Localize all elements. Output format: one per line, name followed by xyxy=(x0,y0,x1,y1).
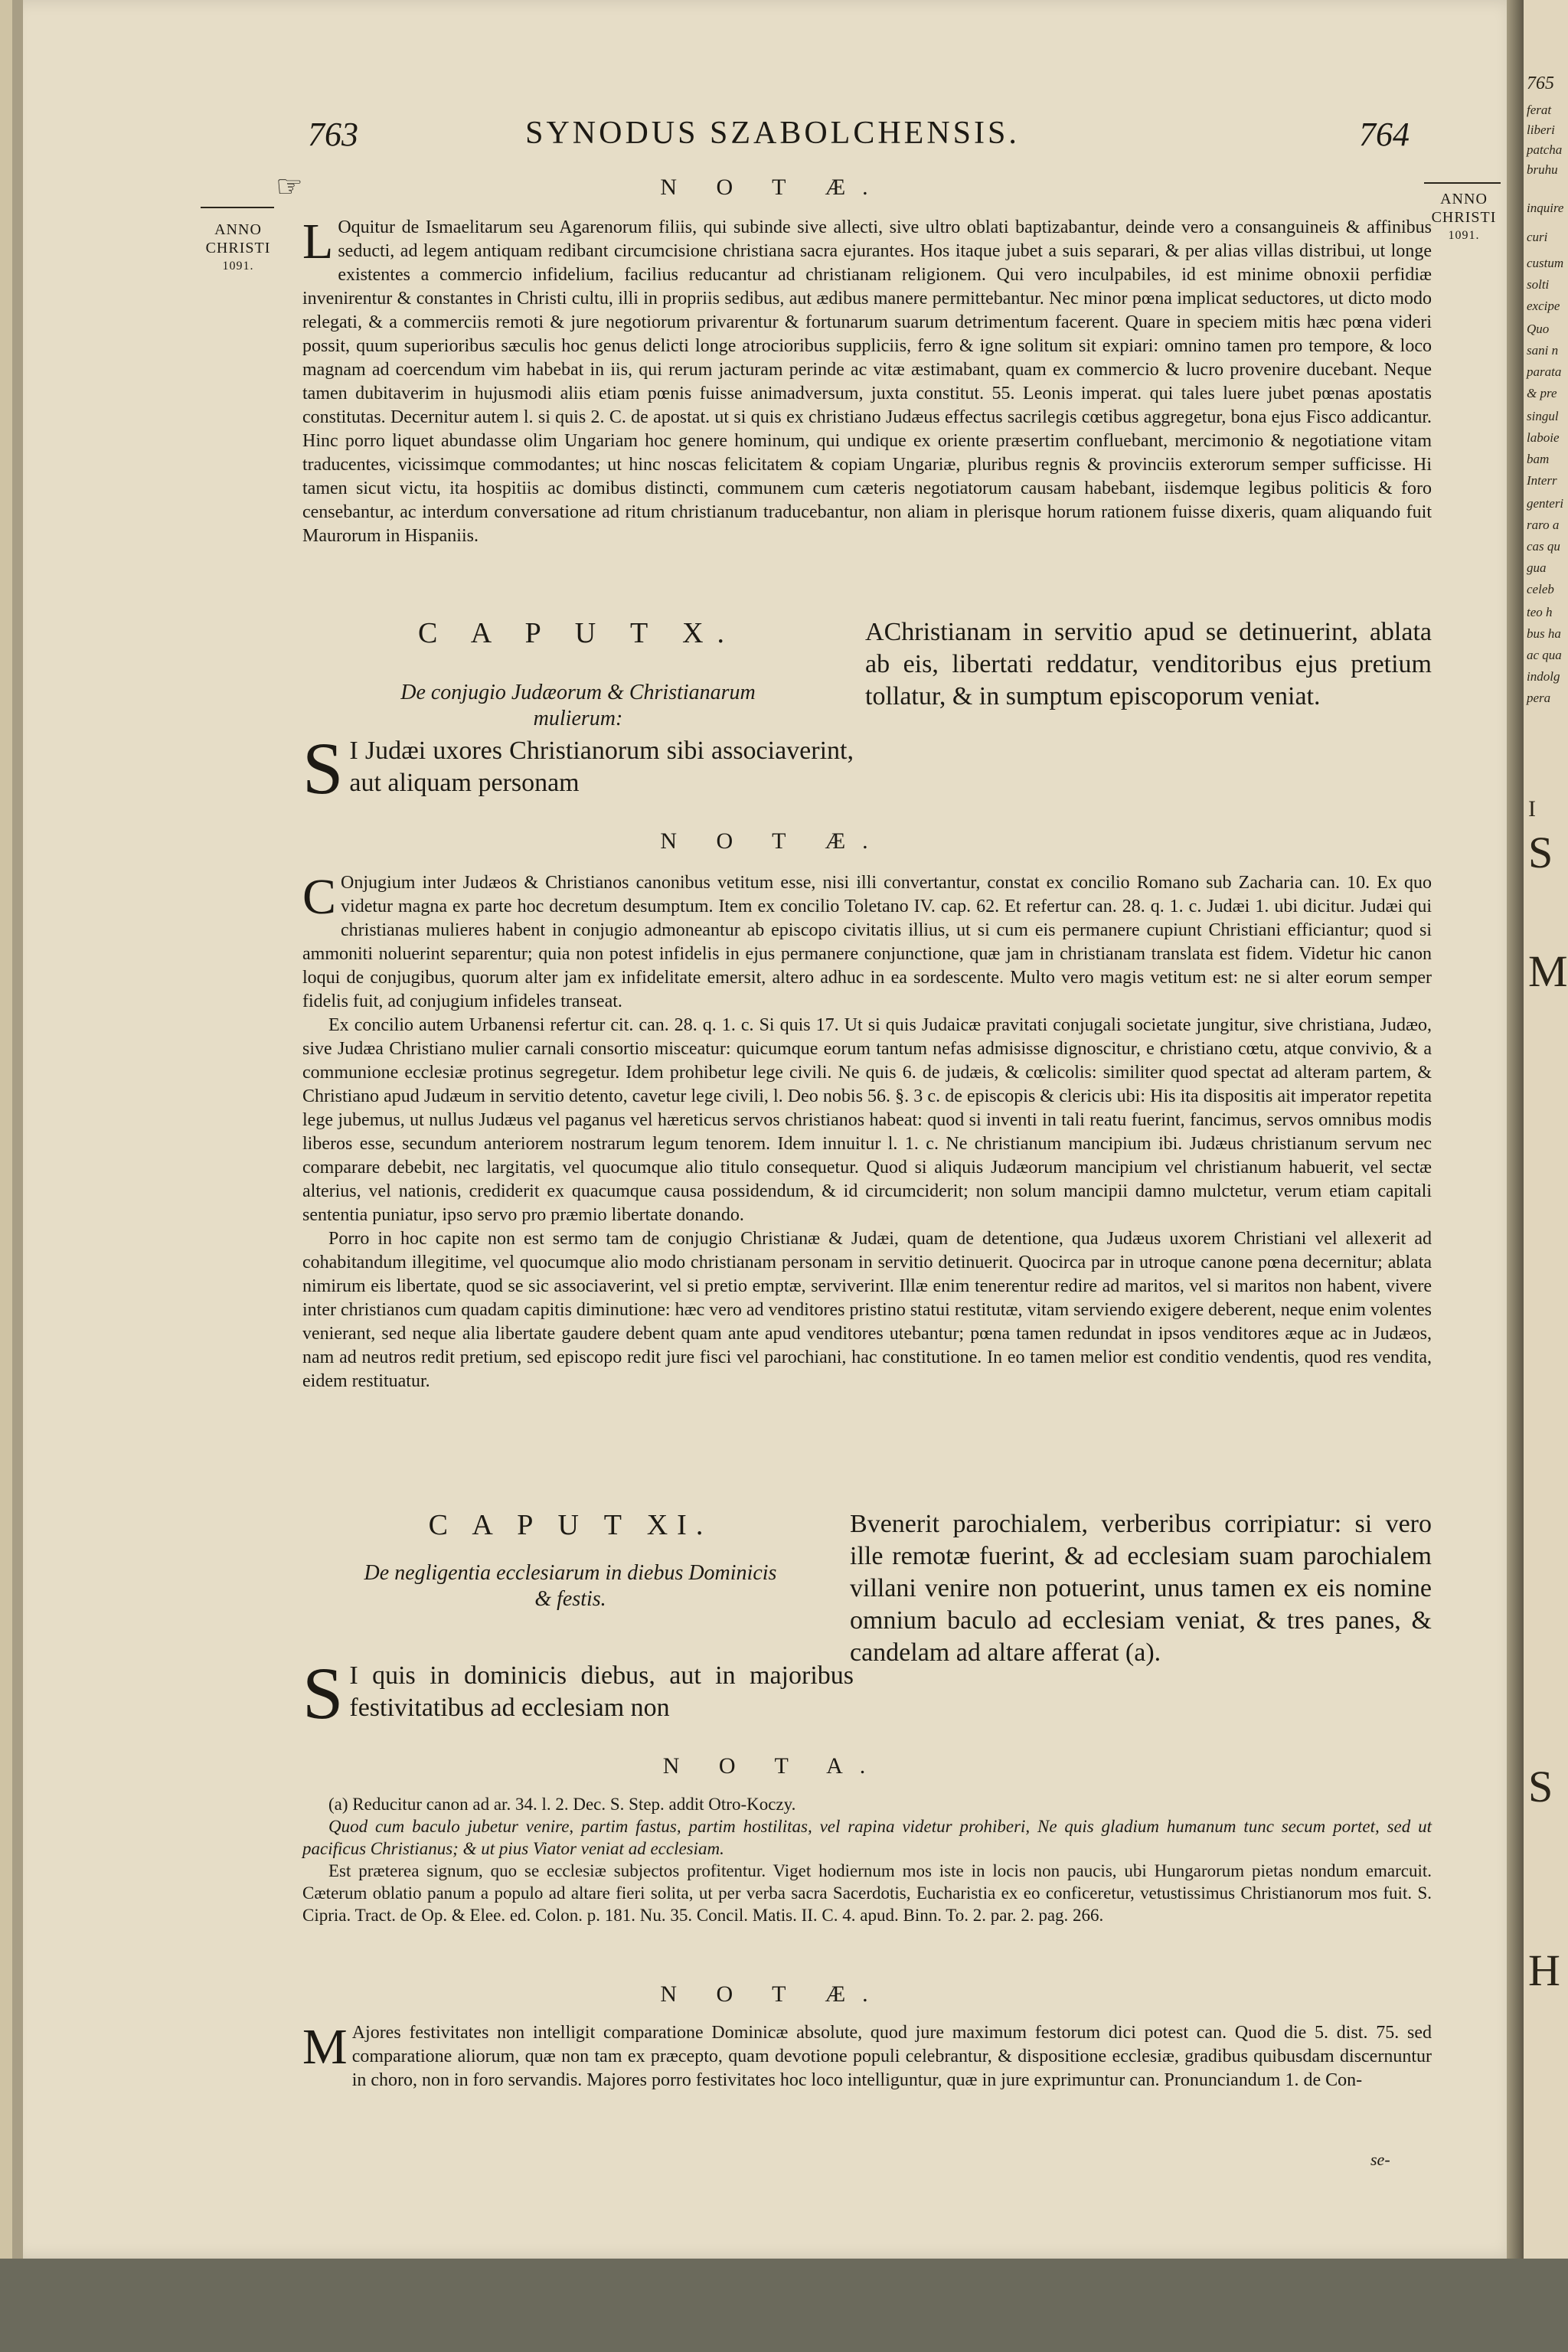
caput-text-right xyxy=(850,1508,1432,1669)
right-page-line: sani n xyxy=(1527,343,1559,358)
nota-text: (a) Reducitur canon ad ar. 34. l. 2. Dec. S. Step. addit Otro-Koczy. xyxy=(328,1795,796,1814)
right-page-line: Interr xyxy=(1527,473,1557,488)
drop-cap: S xyxy=(302,727,344,809)
caput-text-left xyxy=(302,727,854,809)
drop-cap: C xyxy=(302,869,337,925)
right-page-initial: I xyxy=(1528,796,1536,822)
right-page-line: bus ha xyxy=(1527,626,1561,641)
caput-subtitle xyxy=(302,680,854,732)
nota-text: Est præterea signum, quo se ecclesiæ subjectos profitentur. Viget hodiernum mos iste in locis non paucis, ubi Hungarorum pietas nondum emarcuit. Cæterum oblatio panum a populo ad altare fieri solita, ut per verba sacra Sacerdotis, Eucharistia ex eo conficeretur, vetustissimus Christianorum mos fuit. S. Cipria. Tract. de Op. & Elee. ed. Colon. p. 181. Nu. 35. Concil. Matis. II. C. 4. apud. Binn. To. 2. par. 2. pag. 266. xyxy=(302,1861,1432,1925)
margin-note-left xyxy=(196,220,280,276)
right-page-line: pera xyxy=(1527,691,1551,705)
margin-marker: B xyxy=(850,1510,867,1538)
scanner-bed xyxy=(0,2259,1568,2352)
right-page-line: inquire xyxy=(1527,201,1564,215)
margin-anno: ANNO xyxy=(1440,191,1488,207)
notae-text: Porro in hoc capite non est sermo tam de conjugio Christianæ & Judæi, quam de detentione, qua Judæus uxorem Christiani vel allexerit ad cohabitandum illegitime, vel quocumque alio modo christianam personam in servitio detinuerit. Quocirca par in utroque canone pœna decernitur; ablata nimirum eis libertate, quod se sic associaverint, vel si pretio emptæ, serviverint. Illæ enim tenerentur redire ad maritos, vel si maritos non habent, vivere inter christianos cum quadam capitis diminutione: hæc vero ad venditores pristino statui restitutæ, vitam serviendo exigere deberent, neque enim volentes venierant, sed neque alia libertate gaudere debent quam ante apud venditores utebantur; pœna tamen redundat in ipsos venditores æque ac in Judæos, nam ad neutros redit pretium, sed episcopo redit jure fisci vel parochiani, hac constitutione. In eo tamen melior est conditio vendentis, quod res vendita, eidem restituatur. xyxy=(302,1229,1432,1391)
right-page-line: genteri xyxy=(1527,496,1564,511)
caput-title: C A P U T X. xyxy=(417,617,739,649)
catchword: se- xyxy=(1370,2150,1390,2169)
right-page-line: liberi xyxy=(1527,122,1555,137)
caput-subtitle xyxy=(302,1560,838,1612)
notae-paragraph xyxy=(302,871,1432,1393)
right-page-line: Quo xyxy=(1527,322,1550,336)
caput-subtitle-line: De negligentia ecclesiarum in diebus Dominicis xyxy=(364,1561,777,1585)
caput-text: venerit parochialem, verberibus corripiatur: si vero ille remotæ fuerint, & ad ecclesiam suam parochialem villani venire non potuerint, unus tamen ex eis nomine omnium baculo ad ecclesiam veniat, & tres panes, & candelam ad altare afferat (a). xyxy=(850,1510,1432,1667)
caput-title: C A P U T XI. xyxy=(428,1509,713,1541)
book-page xyxy=(23,0,1522,2259)
right-page-line: curi xyxy=(1527,230,1548,244)
right-page-initial: M xyxy=(1528,946,1568,996)
caput-text-left xyxy=(302,1652,854,1734)
margin-christi: CHRISTI xyxy=(1431,209,1497,226)
margin-year: 1091. xyxy=(1448,229,1480,242)
caput-text: I quis in dominicis diebus, aut in majoribus festivitatibus ad ecclesiam non xyxy=(349,1661,854,1722)
page-number-left: 763 xyxy=(308,116,358,153)
notae-paragraph xyxy=(302,2021,1432,2092)
caput-text: I Judæi uxores Christianorum sibi associaverint, aut aliquam personam xyxy=(349,737,854,797)
margin-year: 1091. xyxy=(222,260,254,273)
margin-rule-left xyxy=(201,207,274,208)
margin-christi: CHRISTI xyxy=(205,240,271,256)
right-page-line: custum xyxy=(1527,256,1564,270)
nota-text: Quod cum baculo jubetur venire, partim fastus, partim hostilitas, vel rapina videtur prohiberi, Ne quis gladium humanum tunc secum portet, sed ut pacificus Christianus; & ut pius Viator veniat ad ecclesiam. xyxy=(302,1817,1432,1858)
right-page-line: singul xyxy=(1527,409,1559,423)
notae-text: Oquitur de Ismaelitarum seu Agarenorum filiis, qui subinde sive allecti, sive ultro oblati baptizabantur, deinde vero a consanguineis & affinibus seducti, ad legem antiquam redibant circumcisione christiana sacra ejurantes. Hos itaque jubet a suis separari, & per alias villas distribui, ut longe existentes a commercio infidelium, facilius reducantur ad christianam religionem. Qui vero inculpabiles, id est minime obnoxii perfidiæ invenirentur & constantes in Christi cultu, illi in propriis sedibus, aut ædibus manere permittebantur. Nec minor pœna implicat seductores, ut dicto modo relegati, & a commerciis remoti & jure negotiorum privarentur & fortunarum suarum detrimentum facerent. Quare in speciem mitis hæc pœna videri possit, quum superioribus sæculis hoc genus delicti longe atrocioribus suppliciis, ferro & igne solitum sit expiari: omnino tamen pro tempore, & loco magnam ad coercendum vim habebat in iis, qui rerum jacturam perinde ac vitæ æstimabant, quam ex commercio & lucro provenire ducebant. Neque tamen dubitaverim in hujusmodi aliis etiam pœnis fuisse animadversum, juxta constitut. 55. Leonis imperat. qui tales luere jubet pœnas apostatis constitutas. Decernitur autem l. si quis 2. C. de apostat. ut si quis ex christiano Judæus effectus sacrilegis cœtibus aggregetur, bona ejus Fisco addicantur. Hinc porro liquet abundasse olim Ungariam hoc genere hominum, qui undique ex oriente præsertim confluebant, mercimonio & negotiatione vitam traducentes, vicissimque commodantes; ut hinc noscas felicitatem & copiam Ungariæ, pluribus regnis & provinciis exterorum semper sufficisse. Hi tamen sicut victu, ita hospitiis ac domibus distincti, communem cum cæteris negotiatorum causam habebant, iisdemque legibus politicis & foro censebantur, ac interdum conversatione ad ritum christianum traducebantur, non aliam in plerisque horum rationem fuisse dixeris, quam aliquando fuit Maurorum in Hispaniis. xyxy=(302,217,1432,546)
right-page-fragment xyxy=(1524,0,1568,2259)
right-page-line: raro a xyxy=(1527,518,1560,532)
page-number-right: 764 xyxy=(1359,116,1410,153)
notae-text: Onjugium inter Judæos & Christianos canonibus vetitum esse, nisi illi convertantur, constat ex concilio Romano sub Zacharia can. 10. Ex quo videtur magna ex parte hoc decretum desumptum. Item ex concilio Toletano IV. cap. 62. Et refertur can. 28. q. 1. c. Judæi 1. ubi dicitur. Judæi qui christianas mulieres habent in conjugio admoneantur ab episcopo civitatis illius, ut si cum eis permanere cupiunt Christiani efficiantur; quod si ammoniti noluerint separentur; quia non potest infidelis in ejus permanere conjunctione, quæ jam in christianam translata est fidem. Videtur hic canon loqui de conjugibus, quorum alter jam ex infidelitate emersit, altero adhuc in ea sordescente. Multo vero magis vetitum est: ne si alter eorum semper fidelis fuit, ad conjugium infideles transeat. xyxy=(302,873,1432,1011)
drop-cap: M xyxy=(302,2019,348,2075)
left-page-edge xyxy=(0,0,12,2352)
right-page-line: teo h xyxy=(1527,605,1553,619)
right-page-line: parata xyxy=(1527,364,1562,379)
notae-heading: N O T Æ. xyxy=(660,828,885,854)
right-page-line: & pre xyxy=(1527,386,1557,400)
caput-subtitle-line: De conjugio Judæorum & Christianarum xyxy=(400,681,756,704)
right-page-line: bam xyxy=(1527,452,1550,466)
caput-subtitle-line: & festis. xyxy=(534,1587,606,1611)
right-page-line: cas qu xyxy=(1527,539,1560,554)
caput-subtitle-line: mulierum: xyxy=(533,707,623,730)
notae-heading: N O T Æ. xyxy=(660,175,885,200)
left-page-shadow xyxy=(12,0,23,2352)
right-page-line: gua xyxy=(1527,560,1547,575)
right-page-line: excipe xyxy=(1527,299,1560,313)
right-page-number: 765 xyxy=(1527,74,1554,93)
right-page-line: patcha xyxy=(1527,142,1563,157)
drop-cap: L xyxy=(302,214,334,270)
notae-text: Ajores festivitates non intelligit comparatione Dominicæ absolute, quod jure maximum festorum dici potest can. Quod die 5. dist. 75. sed comparatione aliorum, quæ non tam ex præcepto, quam devotione populi celebrantur, & dispositione ecclesiæ, gradibus quibusdam discernuntur in choro, non in foro servandis. Majores porro festivitates hoc loco intelliguntur, quæ in jure exprimuntur can. Pronunciandum 1. de Con- xyxy=(351,2023,1432,2090)
right-page-line: ferat xyxy=(1527,103,1552,117)
margin-marker: A xyxy=(865,618,884,646)
book-gutter xyxy=(1507,0,1524,2259)
nota-paragraph xyxy=(302,1793,1432,1926)
drop-cap: S xyxy=(302,1652,344,1734)
right-page-line: celeb xyxy=(1527,582,1554,596)
right-page-line: laboie xyxy=(1527,430,1560,445)
right-page-line: solti xyxy=(1527,277,1550,292)
right-page-line: indolg xyxy=(1527,669,1560,684)
right-page-line: ac qua xyxy=(1527,648,1562,662)
page-title: SYNODUS SZABOLCHENSIS. xyxy=(525,116,1020,151)
nota-heading: N O T A. xyxy=(662,1753,883,1779)
right-page-initial: H xyxy=(1528,1945,1560,1995)
right-page-line: bruhu xyxy=(1527,162,1558,177)
notae-heading: N O T Æ. xyxy=(660,1981,885,2007)
right-page-initial: S xyxy=(1528,1762,1553,1811)
right-page-initial: S xyxy=(1528,828,1553,877)
pointing-hand-icon: ☞ xyxy=(276,169,303,204)
margin-anno: ANNO xyxy=(214,221,262,238)
notae-text: Ex concilio autem Urbanensi refertur cit. can. 28. q. 1. c. Si quis 17. Ut si quis Judaicæ pravitati conjugali societate jungitur, sive christiana, Judæo, sive Judæa Christiano mulier carnali consortio misceatur: quicumque eorum tantum nefas admisisse dignoscitur, e christiano cœtu, atque convivio, & a communione ecclesiæ protinus segregetur. Idem prohibetur lege civili. Ne quis 6. de judæis, & cœlicolis: similiter quod spectat ad alteram partem, & Christiano apud Judæum in servitio detento, cavetur lege civili, l. Deo nobis 56. §. 3 c. de episcopis & clericis ubi: His ita dispositis ait imperator repetita lege jubemus, ut nullus Judæus vel paganus vel hæreticus servos christianos habeat: quod si inventi in tali reatu fuerint, fancimus, servos omnibus modis liberos esse, secundum anteriorem nostrarum legum tenorem. Idem innuitur l. 1. c. Ne christianum mancipium ibi. Judæus christianum servum nec comparare debebit, nec largitatis, vel quocumque alio titulo consequetur. Quod si aliquis Judæorum mancipium vel christianum habuerit, vel sectæ alterius, vel nationis, crediderit ex quacumque causa possidendum, & id circumciderit; non solum mancipii damno mulctetur, verum etiam capitali sententia puniatur, ipso servo pro præmio libertate donando. xyxy=(302,1015,1432,1225)
notae-paragraph xyxy=(302,216,1432,548)
caput-text: Christianam in servitio apud se detinuerint, ablata ab eis, libertati reddatur, venditoribus ejus pretium tollatur, & in sumptum episcoporum veniat. xyxy=(865,618,1432,710)
caput-text-right xyxy=(865,616,1432,713)
